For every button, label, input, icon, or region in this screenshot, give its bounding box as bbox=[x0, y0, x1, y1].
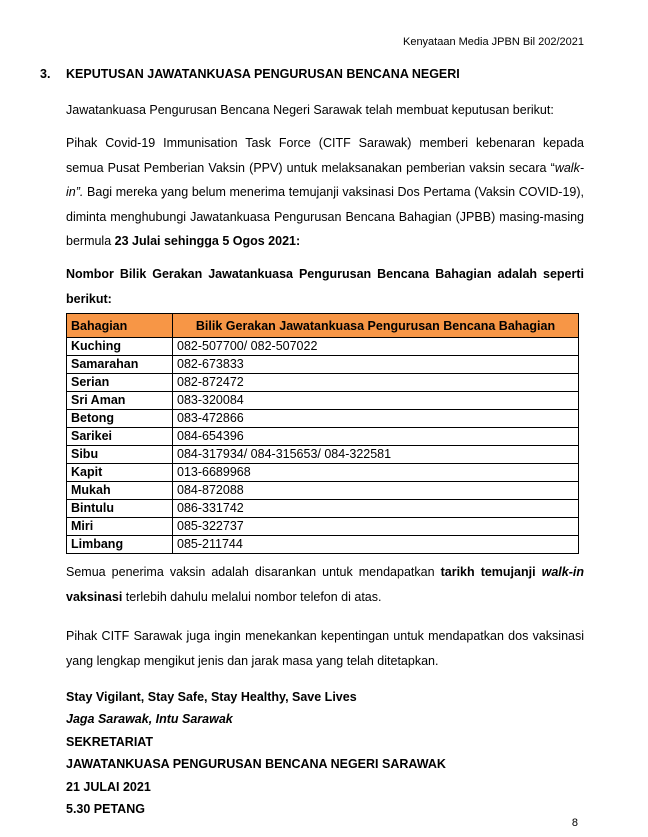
phone-number: 086-331742 bbox=[173, 500, 579, 518]
division-name: Samarahan bbox=[67, 356, 173, 374]
phone-number: 084-872088 bbox=[173, 482, 579, 500]
phone-number: 083-320084 bbox=[173, 392, 579, 410]
table-row bbox=[67, 518, 579, 536]
committee-name: JAWATANKUASA PENGURUSAN BENCANA NEGERI SARAWAK bbox=[66, 757, 446, 771]
citf-text-1: Pihak Covid-19 Immunisation Task Force (CITF Sarawak) memberi kebenaran kepada semua Pusat Pemberian Vaksin (PPV) untuk melaksanakan pemberian vaksin secara “ bbox=[66, 136, 584, 175]
section-number: 3. bbox=[40, 67, 51, 81]
phone-number: 082-507700/ 082-507022 bbox=[173, 338, 579, 356]
table-row bbox=[67, 356, 579, 374]
slogan-sarawak bbox=[66, 712, 233, 726]
slogan-sarawak-text: Jaga Sarawak, Intu Sarawak bbox=[66, 712, 233, 726]
intro-paragraph: Jawatankuasa Pengurusan Bencana Negeri Sarawak telah membuat keputusan berikut: bbox=[66, 103, 554, 117]
advice-text-1: Semua penerima vaksin adalah disarankan untuk mendapatkan bbox=[66, 565, 441, 579]
division-name: Serian bbox=[67, 374, 173, 392]
division-name: Miri bbox=[67, 518, 173, 536]
operations-room-table bbox=[66, 313, 579, 554]
advice-bold-1: tarikh temujanji bbox=[440, 565, 542, 579]
table-row bbox=[67, 338, 579, 356]
division-name: Bintulu bbox=[67, 500, 173, 518]
phone-number: 082-673833 bbox=[173, 356, 579, 374]
division-name: Kapit bbox=[67, 464, 173, 482]
page-number: 8 bbox=[571, 817, 578, 829]
table-row bbox=[67, 374, 579, 392]
section-title: KEPUTUSAN JAWATANKUASA PENGURUSAN BENCANA NEGERI bbox=[66, 67, 460, 81]
division-name: Mukah bbox=[67, 482, 173, 500]
table-intro: Nombor Bilik Gerakan Jawatankuasa Pengurusan Bencana Bahagian adalah seperti berikut: bbox=[66, 267, 584, 306]
division-name: Kuching bbox=[67, 338, 173, 356]
table-header-row bbox=[67, 314, 579, 338]
phone-number: 013-6689968 bbox=[173, 464, 579, 482]
citf-dates: 23 Julai sehingga 5 Ogos 2021: bbox=[114, 234, 301, 248]
walk-in-italic: walk-in”. bbox=[66, 160, 584, 199]
release-date: 21 JULAI 2021 bbox=[66, 780, 151, 794]
citf-paragraph bbox=[66, 131, 584, 254]
phone-number: 085-322737 bbox=[173, 518, 579, 536]
advice-text-2: terlebih dahulu melalui nombor telefon di atas. bbox=[122, 589, 382, 604]
division-name: Betong bbox=[67, 410, 173, 428]
division-name: Limbang bbox=[67, 536, 173, 554]
phone-number: 084-654396 bbox=[173, 428, 579, 446]
table-row bbox=[67, 536, 579, 554]
document-reference: Kenyataan Media JPBN Bil 202/2021 bbox=[402, 36, 584, 48]
phone-number: 084-317934/ 084-315653/ 084-322581 bbox=[173, 446, 579, 464]
division-name: Sarikei bbox=[67, 428, 173, 446]
citf-text-2: Bagi mereka yang belum menerima temujanji vaksinasi Dos Pertama (Vaksin COVID-19), diminta menghubungi Jawatankuasa Pengurusan Bencana Bahagian (JPBB) masing-masing bermula bbox=[66, 185, 584, 248]
division-name: Sri Aman bbox=[67, 392, 173, 410]
table-row bbox=[67, 482, 579, 500]
header-bahagian: Bahagian bbox=[67, 314, 173, 338]
phone-number: 082-872472 bbox=[173, 374, 579, 392]
table-row bbox=[67, 428, 579, 446]
slogan: Stay Vigilant, Stay Safe, Stay Healthy, Save Lives bbox=[66, 690, 357, 704]
phone-number: 085-211744 bbox=[173, 536, 579, 554]
table-row bbox=[67, 464, 579, 482]
secretariat-label: SEKRETARIAT bbox=[66, 735, 154, 749]
table-row bbox=[67, 500, 579, 518]
advice-bold-2: vaksinasi bbox=[66, 589, 123, 604]
phone-number: 083-472866 bbox=[173, 410, 579, 428]
advice-paragraph bbox=[66, 560, 584, 609]
advice-walk-in: walk-in bbox=[541, 565, 584, 579]
table-row bbox=[67, 446, 579, 464]
release-time: 5.30 PETANG bbox=[66, 802, 145, 816]
division-name: Sibu bbox=[67, 446, 173, 464]
table-row bbox=[67, 392, 579, 410]
section-heading bbox=[40, 67, 460, 81]
header-bilik-gerakan: Bilik Gerakan Jawatankuasa Pengurusan Bencana Bahagian bbox=[173, 314, 579, 338]
emphasis-paragraph: Pihak CITF Sarawak juga ingin menekankan kepentingan untuk mendapatkan dos vaksinasi yang lengkap mengikut jenis dan jarak masa yang telah ditetapkan. bbox=[66, 629, 584, 668]
table-row bbox=[67, 410, 579, 428]
